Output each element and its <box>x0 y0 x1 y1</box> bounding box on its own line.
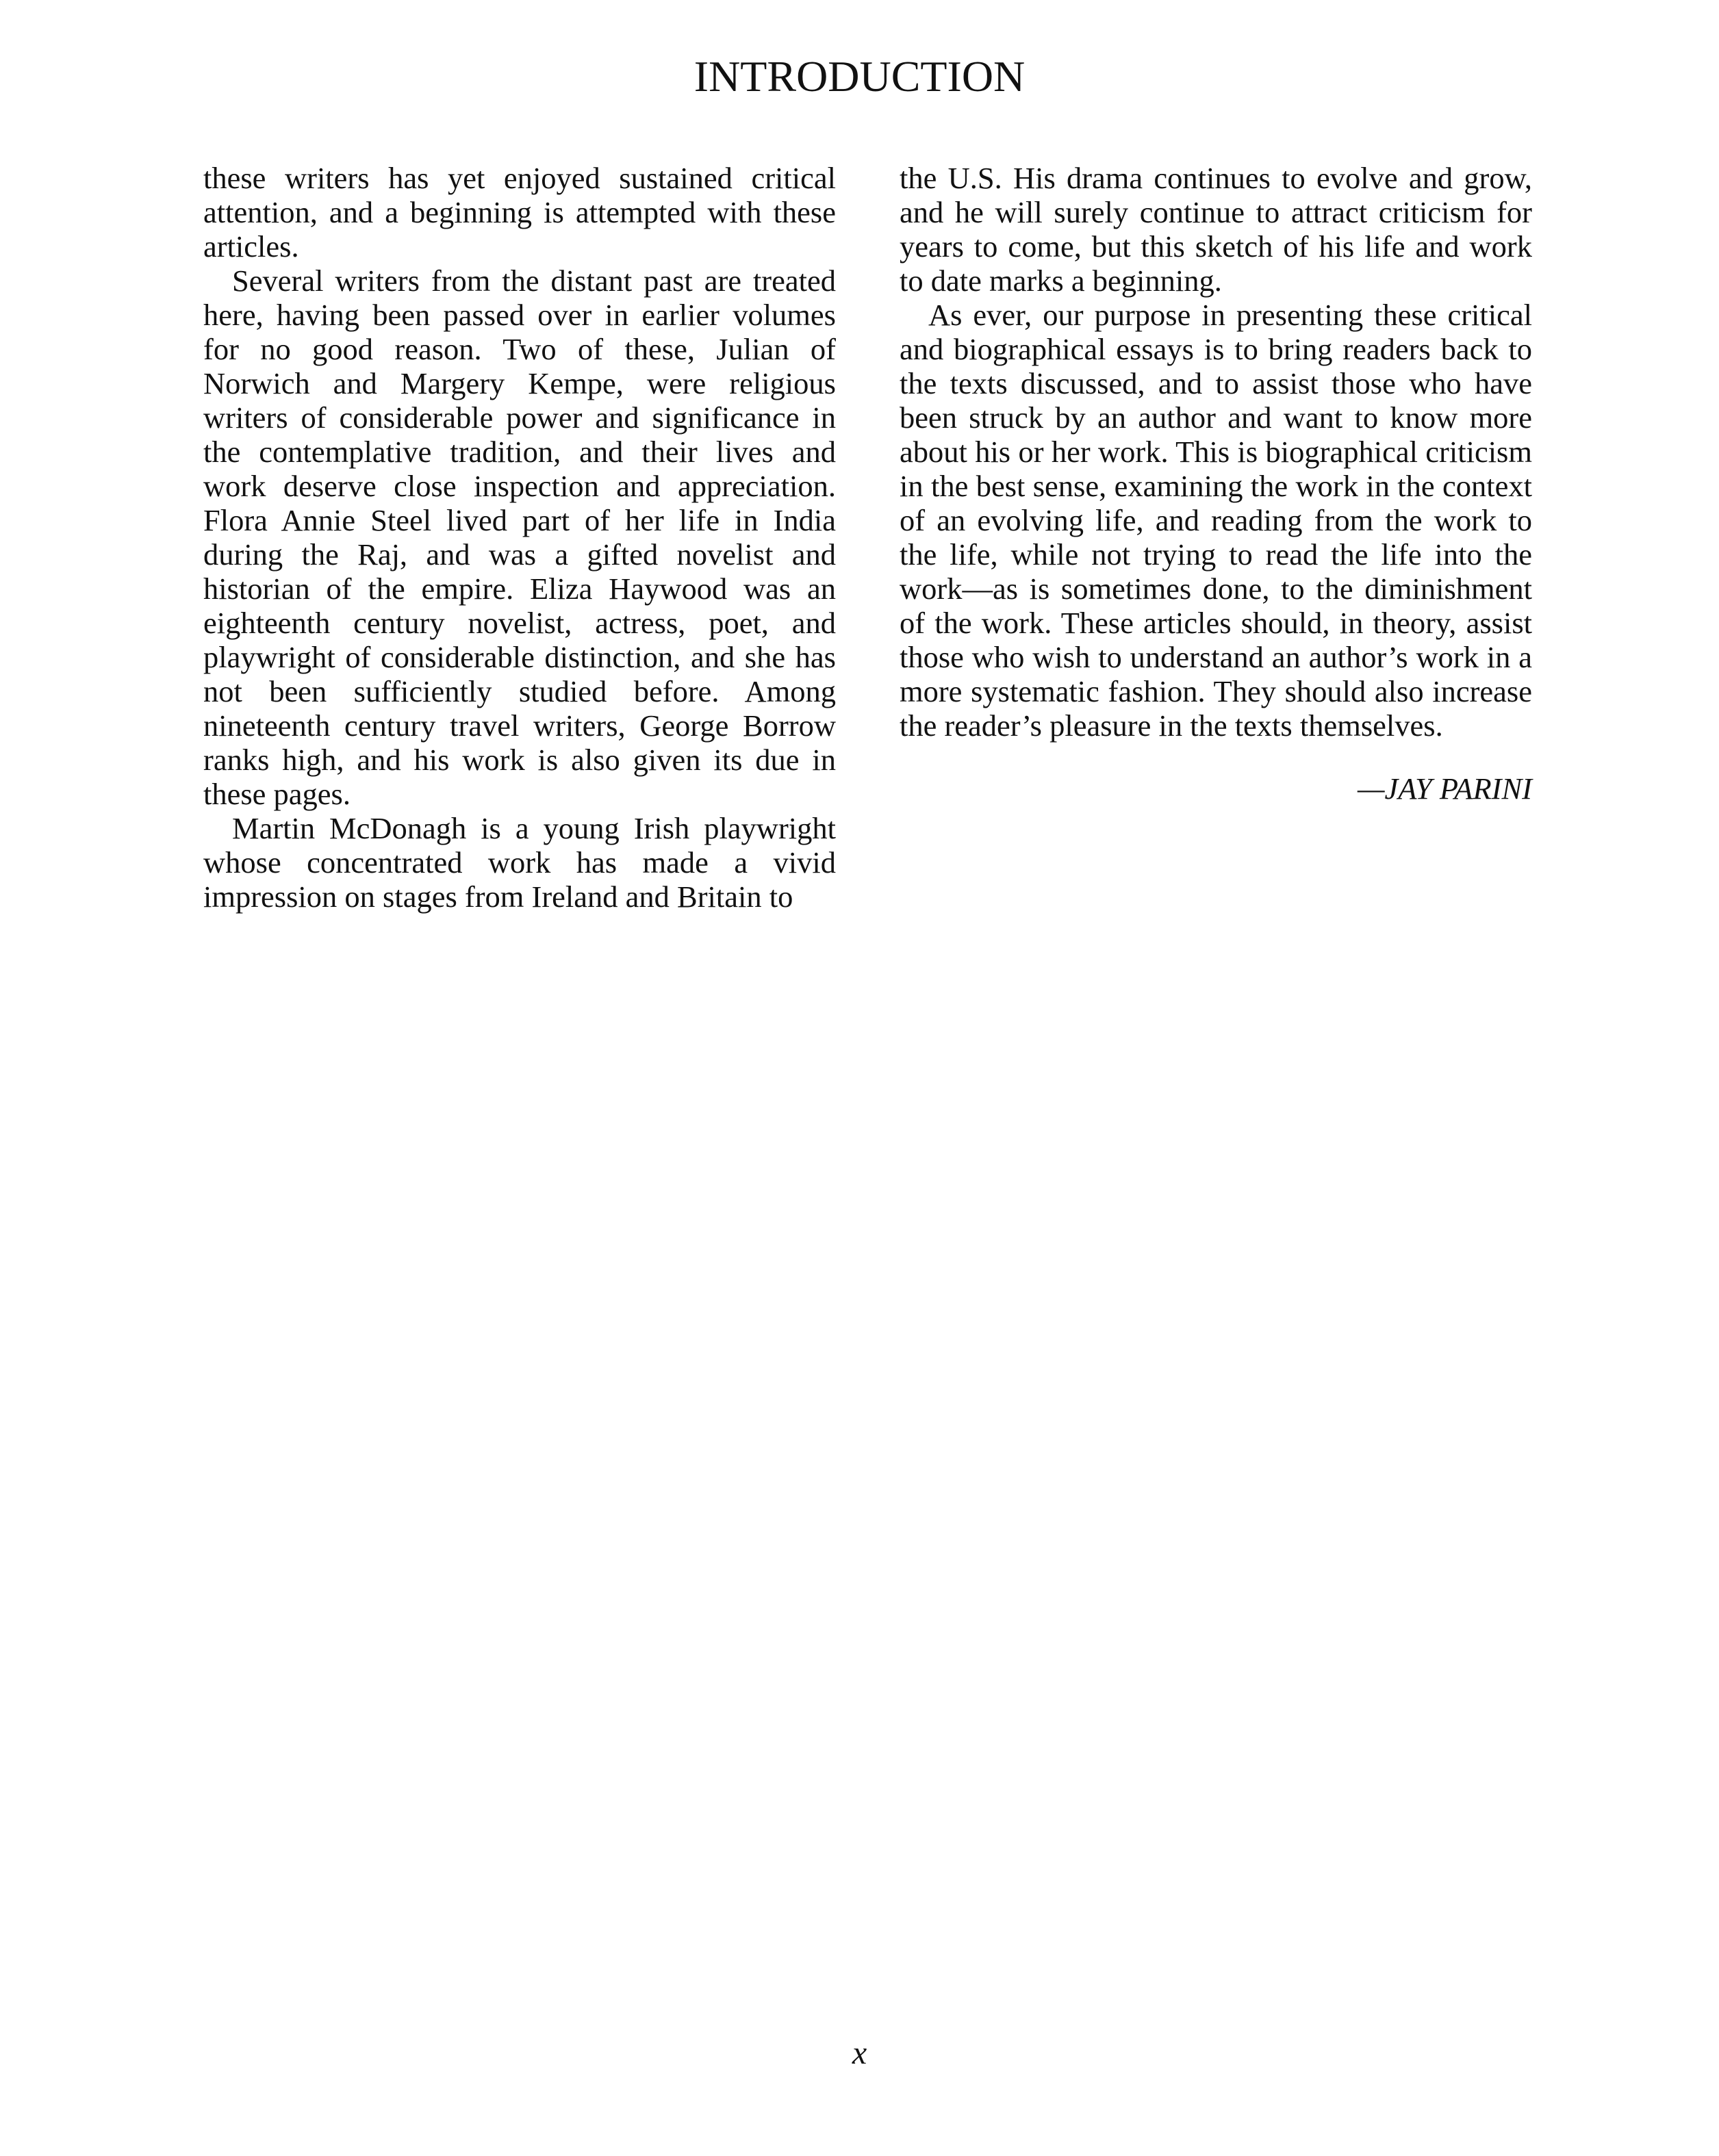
page-title: INTRODUCTION <box>693 52 1026 101</box>
right-paragraph-1: the U.S. His drama continues to evolve and grow, and he will surely continue to attract criticism for years to come, but this sketch of his life and work to date marks a beginning. <box>900 161 1532 298</box>
page-number: x <box>852 2035 867 2071</box>
left-paragraph-3: Martin McDonagh is a young Irish playwright whose concentrated work has made a vivid impression on stages from Ireland and Britain to <box>203 811 836 914</box>
left-paragraph-1: these writers has yet enjoyed sustained critical attention, and a beginning is attempted with these articles. <box>203 161 836 264</box>
left-column <box>203 161 836 914</box>
left-paragraph-2: Several writers from the distant past are treated here, having been passed over in earlier volumes for no good reason. Two of these, Julian of Norwich and Margery Kempe, were religious writers of considerable power and significance in the contemplative tradition, and their lives and work deserve close inspection and appreciation. Flora Annie Steel lived part of her life in India during the Raj, and was a gifted novelist and historian of the empire. Eliza Haywood was an eighteenth century novelist, actress, poet, and playwright of considerable distinction, and she has not been sufficiently studied before. Among nineteenth century travel writers, George Borrow ranks high, and his work is also given its due in these pages. <box>203 264 836 811</box>
author-signature: —JAY PARINI <box>1357 771 1532 806</box>
right-paragraph-2: As ever, our purpose in presenting these critical and biographical essays is to bring readers back to the texts discussed, and to assist those who have been struck by an author and want to know more about his or her work. This is biographical criticism in the best sense, examining the work in the context of an evolving life, and reading from the work to the life, while not trying to read the life into the work—as is sometimes done, to the diminishment of the work. These articles should, in theory, assist those who wish to understand an author’s work in a more systematic fashion. They should also increase the reader’s pleasure in the texts themselves. <box>900 298 1532 743</box>
right-column <box>900 161 1532 806</box>
